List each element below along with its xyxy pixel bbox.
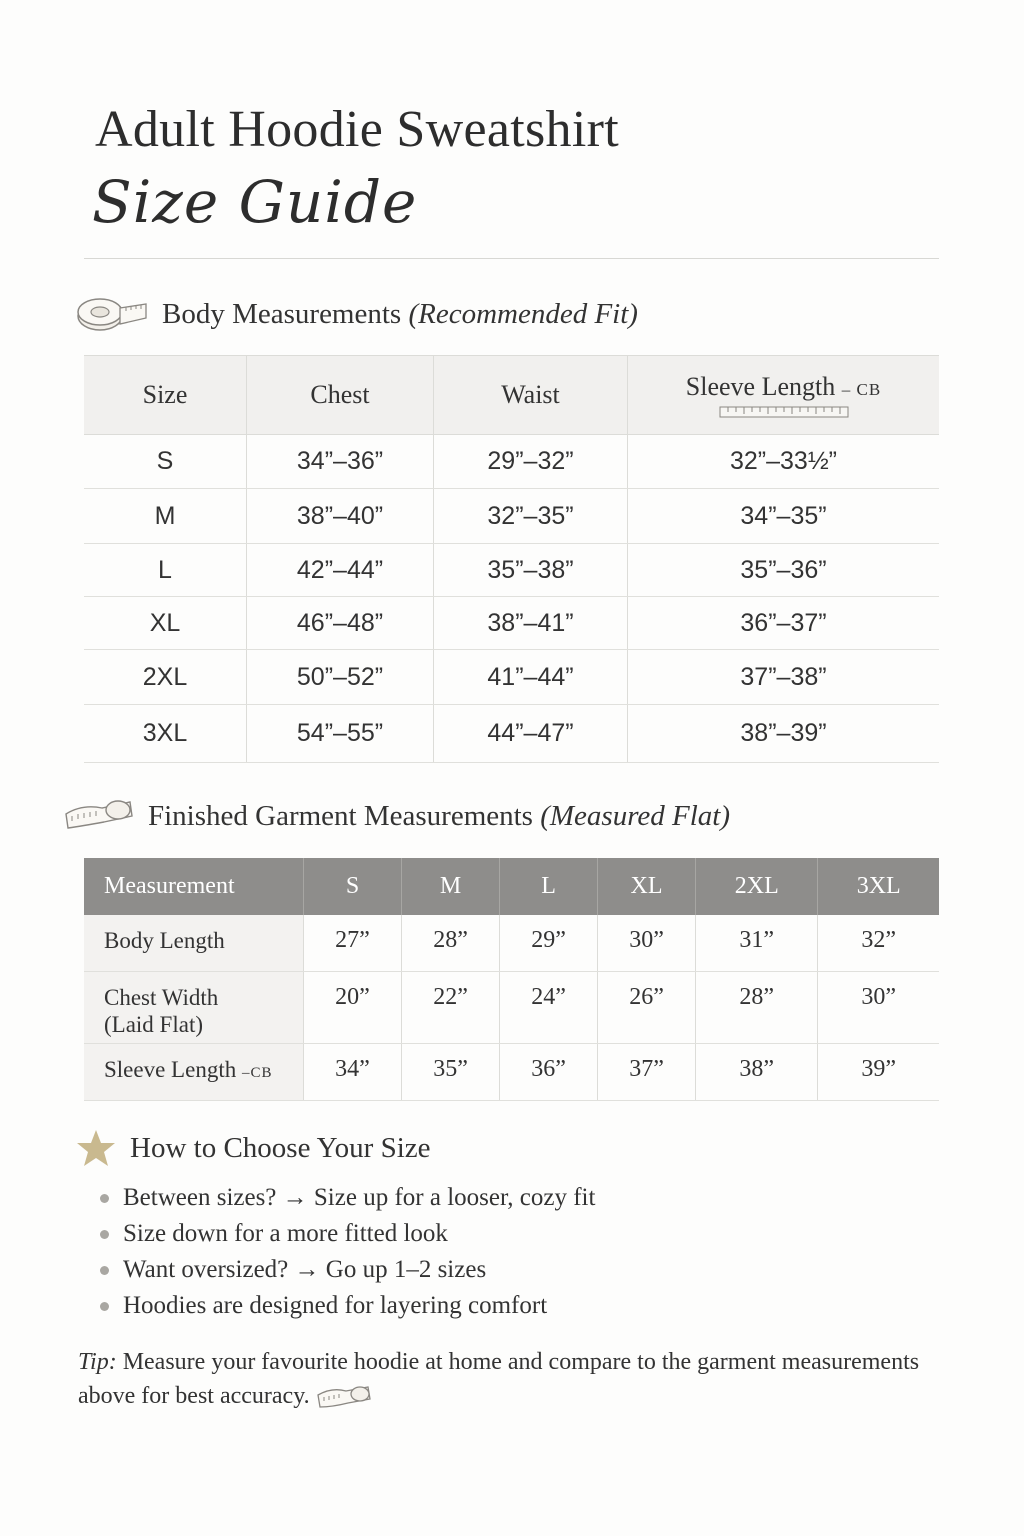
value-cell: 20” <box>304 972 402 1044</box>
size-cell: XL <box>84 597 247 650</box>
chest-cell: 54”–55” <box>247 705 434 763</box>
section-note: (Recommended Fit) <box>408 297 638 330</box>
size-tips-list <box>100 1180 595 1324</box>
row-label-line2: (Laid Flat) <box>104 1012 203 1037</box>
list-item-text: Size down for a more fitted look <box>123 1220 448 1247</box>
value-cell: 30” <box>598 915 696 972</box>
column-header-size: Size <box>84 356 247 435</box>
tip-text: Measure your favourite hoodie at home and compare to the garment measurements above for best accuracy. <box>78 1349 920 1409</box>
measuring-tape-icon <box>316 1383 372 1411</box>
table-row <box>84 597 939 650</box>
row-label-text: Sleeve Length <box>104 1057 237 1082</box>
bullet-icon <box>100 1266 109 1275</box>
bullet-icon <box>100 1230 109 1239</box>
size-cell: 3XL <box>84 705 247 763</box>
ruler-icon <box>719 406 849 418</box>
measuring-tape-icon <box>76 294 148 334</box>
row-label-suffix: –CB <box>241 1065 273 1081</box>
column-header-measurement: Measurement <box>84 858 304 915</box>
waist-cell: 41”–44” <box>434 650 628 705</box>
waist-cell: 35”–38” <box>434 544 628 597</box>
chest-cell: 38”–40” <box>247 489 434 544</box>
column-header-l: L <box>500 858 598 915</box>
list-item <box>100 1288 595 1324</box>
column-header-waist: Waist <box>434 356 628 435</box>
section-note: (Measured Flat) <box>540 799 731 832</box>
list-item <box>100 1216 595 1252</box>
sleeve-cell: 37”–38” <box>628 650 940 705</box>
column-header-2xl: 2XL <box>696 858 818 915</box>
waist-cell: 29”–32” <box>434 435 628 489</box>
table-row <box>84 705 939 763</box>
value-cell: 31” <box>696 915 818 972</box>
sleeve-cell: 32”–33½” <box>628 435 940 489</box>
chest-cell: 34”–36” <box>247 435 434 489</box>
row-label-line1: Chest Width <box>104 985 219 1010</box>
value-cell: 30” <box>818 972 939 1044</box>
value-cell: 39” <box>818 1044 939 1101</box>
bullet-icon <box>100 1302 109 1311</box>
page-title: Adult Hoodie Sweatshirt <box>95 101 619 158</box>
table-header-row <box>84 858 939 915</box>
chest-cell: 46”–48” <box>247 597 434 650</box>
body-measurements-table <box>84 355 939 763</box>
chest-cell: 42”–44” <box>247 544 434 597</box>
measuring-tape-icon <box>62 796 134 836</box>
column-header-3xl: 3XL <box>818 858 939 915</box>
how-to-choose-heading <box>74 1128 431 1168</box>
value-cell: 35” <box>402 1044 500 1101</box>
value-cell: 28” <box>696 972 818 1044</box>
row-label <box>84 972 304 1044</box>
value-cell: 34” <box>304 1044 402 1101</box>
list-item-text: Hoodies are designed for layering comfort <box>123 1292 548 1319</box>
sleeve-header-suffix: – CB <box>841 380 882 399</box>
waist-cell: 32”–35” <box>434 489 628 544</box>
star-icon <box>74 1128 118 1168</box>
table-row <box>84 915 939 972</box>
table-row <box>84 489 939 544</box>
body-measurements-heading <box>76 294 638 334</box>
value-cell: 32” <box>818 915 939 972</box>
list-item-text: Want oversized? → Go up 1–2 sizes <box>123 1256 487 1283</box>
page-subtitle: Size Guide <box>92 168 418 236</box>
table-row <box>84 544 939 597</box>
section-title: Finished Garment Measurements <box>148 799 533 832</box>
value-cell: 24” <box>500 972 598 1044</box>
sleeve-header-label: Sleeve Length <box>685 372 836 401</box>
list-item-text: Between sizes? → Size up for a looser, cozy fit <box>123 1184 596 1211</box>
table-row <box>84 1044 939 1101</box>
sleeve-cell: 34”–35” <box>628 489 940 544</box>
column-header-m: M <box>402 858 500 915</box>
sleeve-cell: 35”–36” <box>628 544 940 597</box>
column-header-s: S <box>304 858 402 915</box>
table-row <box>84 972 939 1044</box>
list-item <box>100 1180 595 1216</box>
tip-note <box>78 1345 938 1413</box>
sleeve-cell: 38”–39” <box>628 705 940 763</box>
row-label: Body Length <box>84 915 304 972</box>
value-cell: 37” <box>598 1044 696 1101</box>
waist-cell: 38”–41” <box>434 597 628 650</box>
value-cell: 36” <box>500 1044 598 1101</box>
list-item <box>100 1252 595 1288</box>
bullet-icon <box>100 1194 109 1203</box>
value-cell: 26” <box>598 972 696 1044</box>
garment-measurements-heading <box>62 796 730 836</box>
sleeve-cell: 36”–37” <box>628 597 940 650</box>
tip-label: Tip: <box>78 1349 117 1375</box>
value-cell: 29” <box>500 915 598 972</box>
chest-cell: 50”–52” <box>247 650 434 705</box>
section-title: How to Choose Your Size <box>130 1131 431 1164</box>
table-row <box>84 650 939 705</box>
value-cell: 22” <box>402 972 500 1044</box>
column-header-chest: Chest <box>247 356 434 435</box>
table-row <box>84 435 939 489</box>
value-cell: 28” <box>402 915 500 972</box>
divider <box>84 258 939 259</box>
garment-measurements-table <box>84 858 939 1101</box>
value-cell: 38” <box>696 1044 818 1101</box>
column-header-sleeve-length <box>628 356 940 435</box>
section-title: Body Measurements <box>162 297 402 330</box>
size-cell: S <box>84 435 247 489</box>
row-label <box>84 1044 304 1101</box>
size-cell: L <box>84 544 247 597</box>
size-cell: 2XL <box>84 650 247 705</box>
size-cell: M <box>84 489 247 544</box>
waist-cell: 44”–47” <box>434 705 628 763</box>
value-cell: 27” <box>304 915 402 972</box>
column-header-xl: XL <box>598 858 696 915</box>
table-header-row <box>84 356 939 435</box>
